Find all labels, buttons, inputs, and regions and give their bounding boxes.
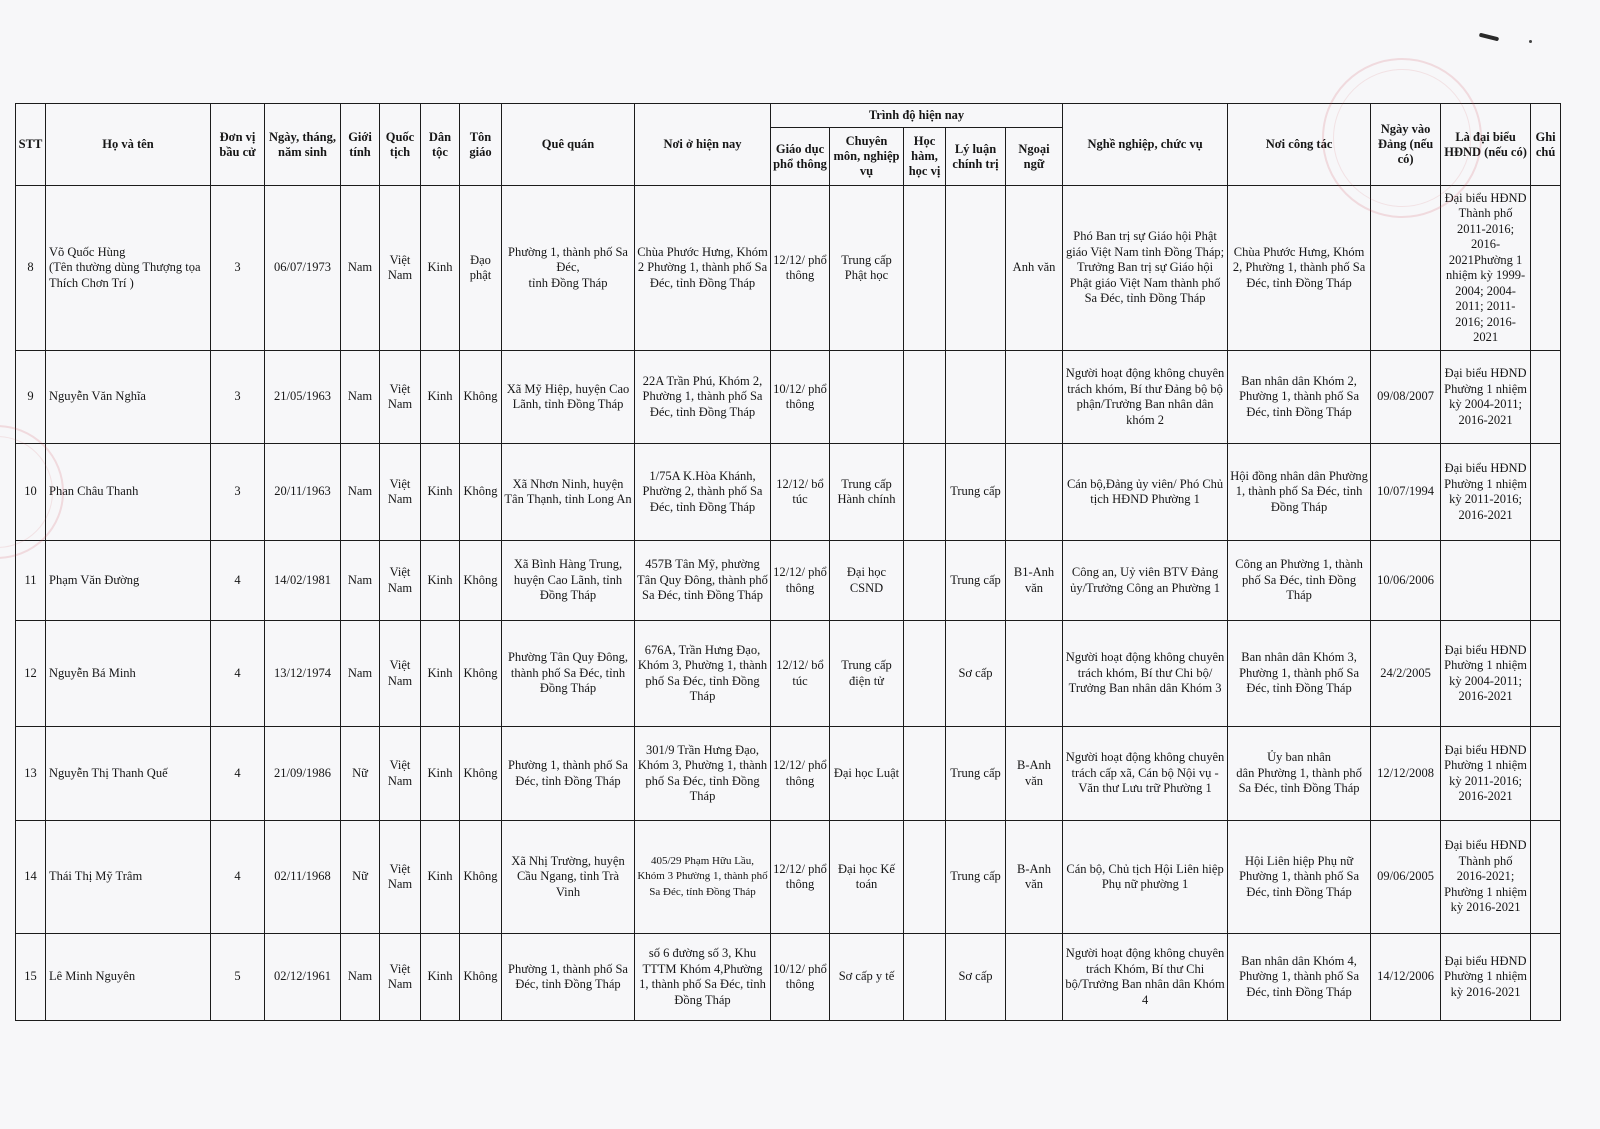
cell-residence: 22A Trần Phú, Khóm 2, Phường 1, thành phố Sa Đéc, tỉnh Đồng Tháp <box>635 351 771 444</box>
cell-education: 12/12/ phổ thông <box>771 541 830 621</box>
cell-nationality: Việt Nam <box>380 541 421 621</box>
cell-unit: 4 <box>211 621 265 727</box>
cell-specialty: Trung cấp Phật học <box>830 186 904 351</box>
cell-delegate: Đại biểu HĐND Thành phố 2011-2016; 2016-2021Phường 1 nhiệm kỳ 1999-2004; 2004-2011; 2011-2016; 2016-2021 <box>1441 186 1531 351</box>
cell-ethnicity: Kinh <box>421 186 460 351</box>
cell-party-date: 09/06/2005 <box>1371 821 1441 934</box>
header-academic: Học hàm, học vị <box>904 128 946 186</box>
cell-delegate: Đại biểu HĐND Phường 1 nhiệm kỳ 2011-2016; 2016-2021 <box>1441 727 1531 821</box>
cell-stt: 15 <box>16 934 46 1021</box>
cell-specialty: Trung cấp Hành chính <box>830 444 904 541</box>
table-row <box>16 186 1561 351</box>
table-row <box>16 821 1561 934</box>
cell-specialty: Sơ cấp y tế <box>830 934 904 1021</box>
cell-delegate: Đại biểu HĐND Phường 1 nhiệm kỳ 2011-2016; 2016-2021 <box>1441 444 1531 541</box>
header-gender: Giới tính <box>341 104 380 186</box>
cell-name: Phan Châu Thanh <box>46 444 211 541</box>
cell-workplace: Ban nhân dân Khóm 2, Phường 1, thành phố Sa Đéc, tỉnh Đồng Tháp <box>1228 351 1371 444</box>
cell-gender: Nam <box>341 351 380 444</box>
cell-hometown: Phường 1, thành phố Sa Đéc, tỉnh Đồng Tháp <box>502 934 635 1021</box>
cell-occupation: Cán bộ,Đảng ủy viên/ Phó Chủ tịch HĐND Phường 1 <box>1063 444 1228 541</box>
cell-academic <box>904 351 946 444</box>
cell-dob: 21/05/1963 <box>265 351 341 444</box>
cell-dob: 14/02/1981 <box>265 541 341 621</box>
header-hometown: Quê quán <box>502 104 635 186</box>
cell-academic <box>904 727 946 821</box>
cell-residence: 301/9 Trần Hưng Đạo, Khóm 3, Phường 1, thành phố Sa Đéc, tỉnh Đồng Tháp <box>635 727 771 821</box>
cell-language: B-Anh văn <box>1006 821 1063 934</box>
cell-ethnicity: Kinh <box>421 351 460 444</box>
cell-delegate: Đại biểu HĐND Phường 1 nhiệm kỳ 2004-2011; 2016-2021 <box>1441 351 1531 444</box>
cell-nationality: Việt Nam <box>380 934 421 1021</box>
header-stt: STT <box>16 104 46 186</box>
cell-ethnicity: Kinh <box>421 821 460 934</box>
cell-gender: Nam <box>341 186 380 351</box>
header-workplace: Nơi công tác <box>1228 104 1371 186</box>
cell-stt: 11 <box>16 541 46 621</box>
cell-religion: Đạo phật <box>460 186 502 351</box>
table-row <box>16 934 1561 1021</box>
cell-nationality: Việt Nam <box>380 444 421 541</box>
cell-academic <box>904 444 946 541</box>
cell-party-date: 10/07/1994 <box>1371 444 1441 541</box>
cell-specialty: Trung cấp điện tử <box>830 621 904 727</box>
cell-ethnicity: Kinh <box>421 541 460 621</box>
cell-unit: 3 <box>211 186 265 351</box>
cell-politics: Sơ cấp <box>946 934 1006 1021</box>
cell-specialty: Đại học Kế toán <box>830 821 904 934</box>
header-language: Ngoại ngữ <box>1006 128 1063 186</box>
candidate-list-sheet <box>15 103 1560 1021</box>
cell-stt: 10 <box>16 444 46 541</box>
cell-academic <box>904 621 946 727</box>
cell-religion: Không <box>460 541 502 621</box>
cell-education: 12/12/ phổ thông <box>771 186 830 351</box>
cell-party-date <box>1371 186 1441 351</box>
cell-ethnicity: Kinh <box>421 444 460 541</box>
cell-workplace: Ban nhân dân Khóm 3, Phường 1, thành phố Sa Đéc, tỉnh Đồng Tháp <box>1228 621 1371 727</box>
cell-nationality: Việt Nam <box>380 821 421 934</box>
cell-politics: Sơ cấp <box>946 621 1006 727</box>
cell-hometown: Xã Nhị Trường, huyện Cầu Ngang, tỉnh Trà Vinh <box>502 821 635 934</box>
cell-workplace: Hội đồng nhân dân Phường 1, thành phố Sa Đéc, tỉnh Đồng Tháp <box>1228 444 1371 541</box>
cell-note <box>1531 934 1561 1021</box>
header-ethnicity: Dân tộc <box>421 104 460 186</box>
cell-occupation: Người hoạt động không chuyên trách Khóm, Bí thư Chi bộ/Trưởng Ban nhân dân Khóm 4 <box>1063 934 1228 1021</box>
table-body <box>16 186 1561 1021</box>
cell-academic <box>904 821 946 934</box>
cell-party-date: 10/06/2006 <box>1371 541 1441 621</box>
cell-gender: Nam <box>341 444 380 541</box>
pen-dot <box>1529 40 1532 43</box>
cell-politics: Trung cấp <box>946 727 1006 821</box>
cell-politics <box>946 351 1006 444</box>
cell-unit: 4 <box>211 727 265 821</box>
cell-name: Nguyễn Văn Nghĩa <box>46 351 211 444</box>
header-row-top <box>16 104 1561 128</box>
cell-residence: 676A, Trần Hưng Đạo, Khóm 3, Phường 1, thành phố Sa Đéc, tỉnh Đồng Tháp <box>635 621 771 727</box>
cell-specialty: Đại học CSND <box>830 541 904 621</box>
cell-note <box>1531 186 1561 351</box>
cell-religion: Không <box>460 621 502 727</box>
cell-religion: Không <box>460 934 502 1021</box>
cell-occupation: Người hoạt động không chuyên trách khóm, Bí thư Đảng bộ bộ phận/Trưởng Ban nhân dân khóm 2 <box>1063 351 1228 444</box>
cell-residence: Chùa Phước Hưng, Khóm 2 Phường 1, thành phố Sa Đéc, tỉnh Đồng Tháp <box>635 186 771 351</box>
cell-language <box>1006 621 1063 727</box>
cell-ethnicity: Kinh <box>421 621 460 727</box>
cell-gender: Nam <box>341 621 380 727</box>
cell-academic <box>904 186 946 351</box>
cell-politics: Trung cấp <box>946 444 1006 541</box>
cell-specialty: Đại học Luật <box>830 727 904 821</box>
cell-academic <box>904 934 946 1021</box>
cell-ethnicity: Kinh <box>421 727 460 821</box>
cell-note <box>1531 621 1561 727</box>
cell-name: Nguyễn Bá Minh <box>46 621 211 727</box>
cell-stt: 8 <box>16 186 46 351</box>
cell-nationality: Việt Nam <box>380 727 421 821</box>
cell-language <box>1006 934 1063 1021</box>
cell-unit: 5 <box>211 934 265 1021</box>
cell-politics <box>946 186 1006 351</box>
cell-nationality: Việt Nam <box>380 351 421 444</box>
cell-education: 10/12/ phổ thông <box>771 934 830 1021</box>
cell-delegate <box>1441 541 1531 621</box>
header-dob: Ngày, tháng, năm sinh <box>265 104 341 186</box>
cell-language: B1-Anh văn <box>1006 541 1063 621</box>
cell-note <box>1531 821 1561 934</box>
cell-residence: số 6 đường số 3, Khu TTTM Khóm 4,Phường 1, thành phố Sa Đéc, tỉnh Đồng Tháp <box>635 934 771 1021</box>
cell-stt: 9 <box>16 351 46 444</box>
cell-name: Thái Thị Mỹ Trâm <box>46 821 211 934</box>
cell-unit: 3 <box>211 351 265 444</box>
header-politics: Lý luận chính trị <box>946 128 1006 186</box>
header-nationality: Quốc tịch <box>380 104 421 186</box>
table-row <box>16 621 1561 727</box>
cell-nationality: Việt Nam <box>380 621 421 727</box>
cell-dob: 06/07/1973 <box>265 186 341 351</box>
cell-note <box>1531 444 1561 541</box>
cell-language: B-Anh văn <box>1006 727 1063 821</box>
cell-gender: Nam <box>341 541 380 621</box>
cell-occupation: Phó Ban trị sự Giáo hội Phật giáo Việt Nam tỉnh Đồng Tháp; Trưởng Ban trị sự Giáo hội Phật giáo Việt Nam thành phố Sa Đéc, tỉnh Đồng Tháp <box>1063 186 1228 351</box>
table-row <box>16 727 1561 821</box>
header-religion: Tôn giáo <box>460 104 502 186</box>
header-education: Giáo dục phổ thông <box>771 128 830 186</box>
cell-hometown: Phường 1, thành phố Sa Đéc, tỉnh Đồng Tháp <box>502 727 635 821</box>
cell-name: Lê Minh Nguyên <box>46 934 211 1021</box>
cell-dob: 02/12/1961 <box>265 934 341 1021</box>
cell-delegate: Đại biểu HĐND Thành phố 2016-2021; Phường 1 nhiệm kỳ 2016-2021 <box>1441 821 1531 934</box>
cell-stt: 12 <box>16 621 46 727</box>
cell-gender: Nữ <box>341 727 380 821</box>
candidate-table <box>15 103 1561 1021</box>
header-occupation: Nghề nghiệp, chức vụ <box>1063 104 1228 186</box>
header-specialty: Chuyên môn, nghiệp vụ <box>830 128 904 186</box>
cell-academic <box>904 541 946 621</box>
cell-name: Võ Quốc Hùng (Tên thường dùng Thượng tọa Thích Chơn Trí ) <box>46 186 211 351</box>
cell-nationality: Việt Nam <box>380 186 421 351</box>
cell-dob: 13/12/1974 <box>265 621 341 727</box>
cell-occupation: Cán bộ, Chủ tịch Hội Liên hiệp Phụ nữ phường 1 <box>1063 821 1228 934</box>
cell-note <box>1531 351 1561 444</box>
header-party-date: Ngày vào Đảng (nếu có) <box>1371 104 1441 186</box>
cell-religion: Không <box>460 351 502 444</box>
cell-politics: Trung cấp <box>946 541 1006 621</box>
cell-note <box>1531 727 1561 821</box>
cell-hometown: Xã Bình Hàng Trung, huyện Cao Lãnh, tỉnh Đồng Tháp <box>502 541 635 621</box>
cell-dob: 20/11/1963 <box>265 444 341 541</box>
cell-workplace: Ban nhân dân Khóm 4, Phường 1, thành phố Sa Đéc, tỉnh Đồng Tháp <box>1228 934 1371 1021</box>
header-delegate: Là đại biểu HĐND (nếu có) <box>1441 104 1531 186</box>
cell-occupation: Người hoạt động không chuyên trách khóm, Bí thư Chi bộ/ Trưởng Ban nhân dân Khóm 3 <box>1063 621 1228 727</box>
cell-gender: Nam <box>341 934 380 1021</box>
cell-residence: 1/75A K.Hòa Khánh, Phường 2, thành phố Sa Đéc, tỉnh Đồng Tháp <box>635 444 771 541</box>
cell-residence: 405/29 Phạm Hữu Lầu, Khóm 3 Phường 1, thành phố Sa Đéc, tỉnh Đồng Tháp <box>635 821 771 934</box>
cell-education: 12/12/ bổ túc <box>771 621 830 727</box>
table-row <box>16 541 1561 621</box>
cell-religion: Không <box>460 444 502 541</box>
cell-ethnicity: Kinh <box>421 934 460 1021</box>
cell-hometown: Xã Mỹ Hiệp, huyện Cao Lãnh, tỉnh Đồng Tháp <box>502 351 635 444</box>
header-unit: Đơn vị bầu cử <box>211 104 265 186</box>
pen-mark <box>1479 33 1499 42</box>
cell-stt: 14 <box>16 821 46 934</box>
cell-delegate: Đại biểu HĐND Phường 1 nhiệm kỳ 2016-2021 <box>1441 934 1531 1021</box>
cell-note <box>1531 541 1561 621</box>
cell-workplace: Hội Liên hiệp Phụ nữ Phường 1, thành phố Sa Đéc, tỉnh Đồng Tháp <box>1228 821 1371 934</box>
cell-unit: 3 <box>211 444 265 541</box>
cell-language: Anh văn <box>1006 186 1063 351</box>
cell-language <box>1006 351 1063 444</box>
cell-stt: 13 <box>16 727 46 821</box>
cell-education: 12/12/ phổ thông <box>771 821 830 934</box>
cell-unit: 4 <box>211 541 265 621</box>
cell-workplace: Ủy ban nhân dân Phường 1, thành phố Sa Đéc, tỉnh Đồng Tháp <box>1228 727 1371 821</box>
cell-dob: 02/11/1968 <box>265 821 341 934</box>
cell-delegate: Đại biểu HĐND Phường 1 nhiệm kỳ 2004-2011; 2016-2021 <box>1441 621 1531 727</box>
cell-name: Nguyễn Thị Thanh Quế <box>46 727 211 821</box>
cell-hometown: Phường Tân Quy Đông, thành phố Sa Đéc, tỉnh Đồng Tháp <box>502 621 635 727</box>
cell-education: 10/12/ phổ thông <box>771 351 830 444</box>
table-row <box>16 444 1561 541</box>
cell-religion: Không <box>460 727 502 821</box>
cell-party-date: 14/12/2006 <box>1371 934 1441 1021</box>
cell-party-date: 24/2/2005 <box>1371 621 1441 727</box>
cell-specialty <box>830 351 904 444</box>
table-row <box>16 351 1561 444</box>
cell-religion: Không <box>460 821 502 934</box>
cell-dob: 21/09/1986 <box>265 727 341 821</box>
cell-name: Phạm Văn Đường <box>46 541 211 621</box>
cell-party-date: 09/08/2007 <box>1371 351 1441 444</box>
cell-occupation: Công an, Uỷ viên BTV Đảng ủy/Trưởng Công an Phường 1 <box>1063 541 1228 621</box>
cell-education: 12/12/ bổ túc <box>771 444 830 541</box>
header-level-group: Trình độ hiện nay <box>771 104 1063 128</box>
cell-workplace: Công an Phường 1, thành phố Sa Đéc, tỉnh Đồng Tháp <box>1228 541 1371 621</box>
cell-occupation: Người hoạt động không chuyên trách cấp xã, Cán bộ Nội vụ - Văn thư Lưu trữ Phường 1 <box>1063 727 1228 821</box>
cell-party-date: 12/12/2008 <box>1371 727 1441 821</box>
cell-hometown: Phường 1, thành phố Sa Đéc, tỉnh Đồng Tháp <box>502 186 635 351</box>
cell-language <box>1006 444 1063 541</box>
table-header <box>16 104 1561 186</box>
header-note: Ghi chú <box>1531 104 1561 186</box>
cell-workplace: Chùa Phước Hưng, Khóm 2, Phường 1, thành phố Sa Đéc, tỉnh Đồng Tháp <box>1228 186 1371 351</box>
cell-education: 12/12/ phổ thông <box>771 727 830 821</box>
cell-gender: Nữ <box>341 821 380 934</box>
header-name: Họ và tên <box>46 104 211 186</box>
cell-unit: 4 <box>211 821 265 934</box>
header-residence: Nơi ở hiện nay <box>635 104 771 186</box>
cell-politics: Trung cấp <box>946 821 1006 934</box>
cell-hometown: Xã Nhơn Ninh, huyện Tân Thạnh, tỉnh Long An <box>502 444 635 541</box>
cell-residence: 457B Tân Mỹ, phường Tân Quy Đông, thành phố Sa Đéc, tỉnh Đồng Tháp <box>635 541 771 621</box>
